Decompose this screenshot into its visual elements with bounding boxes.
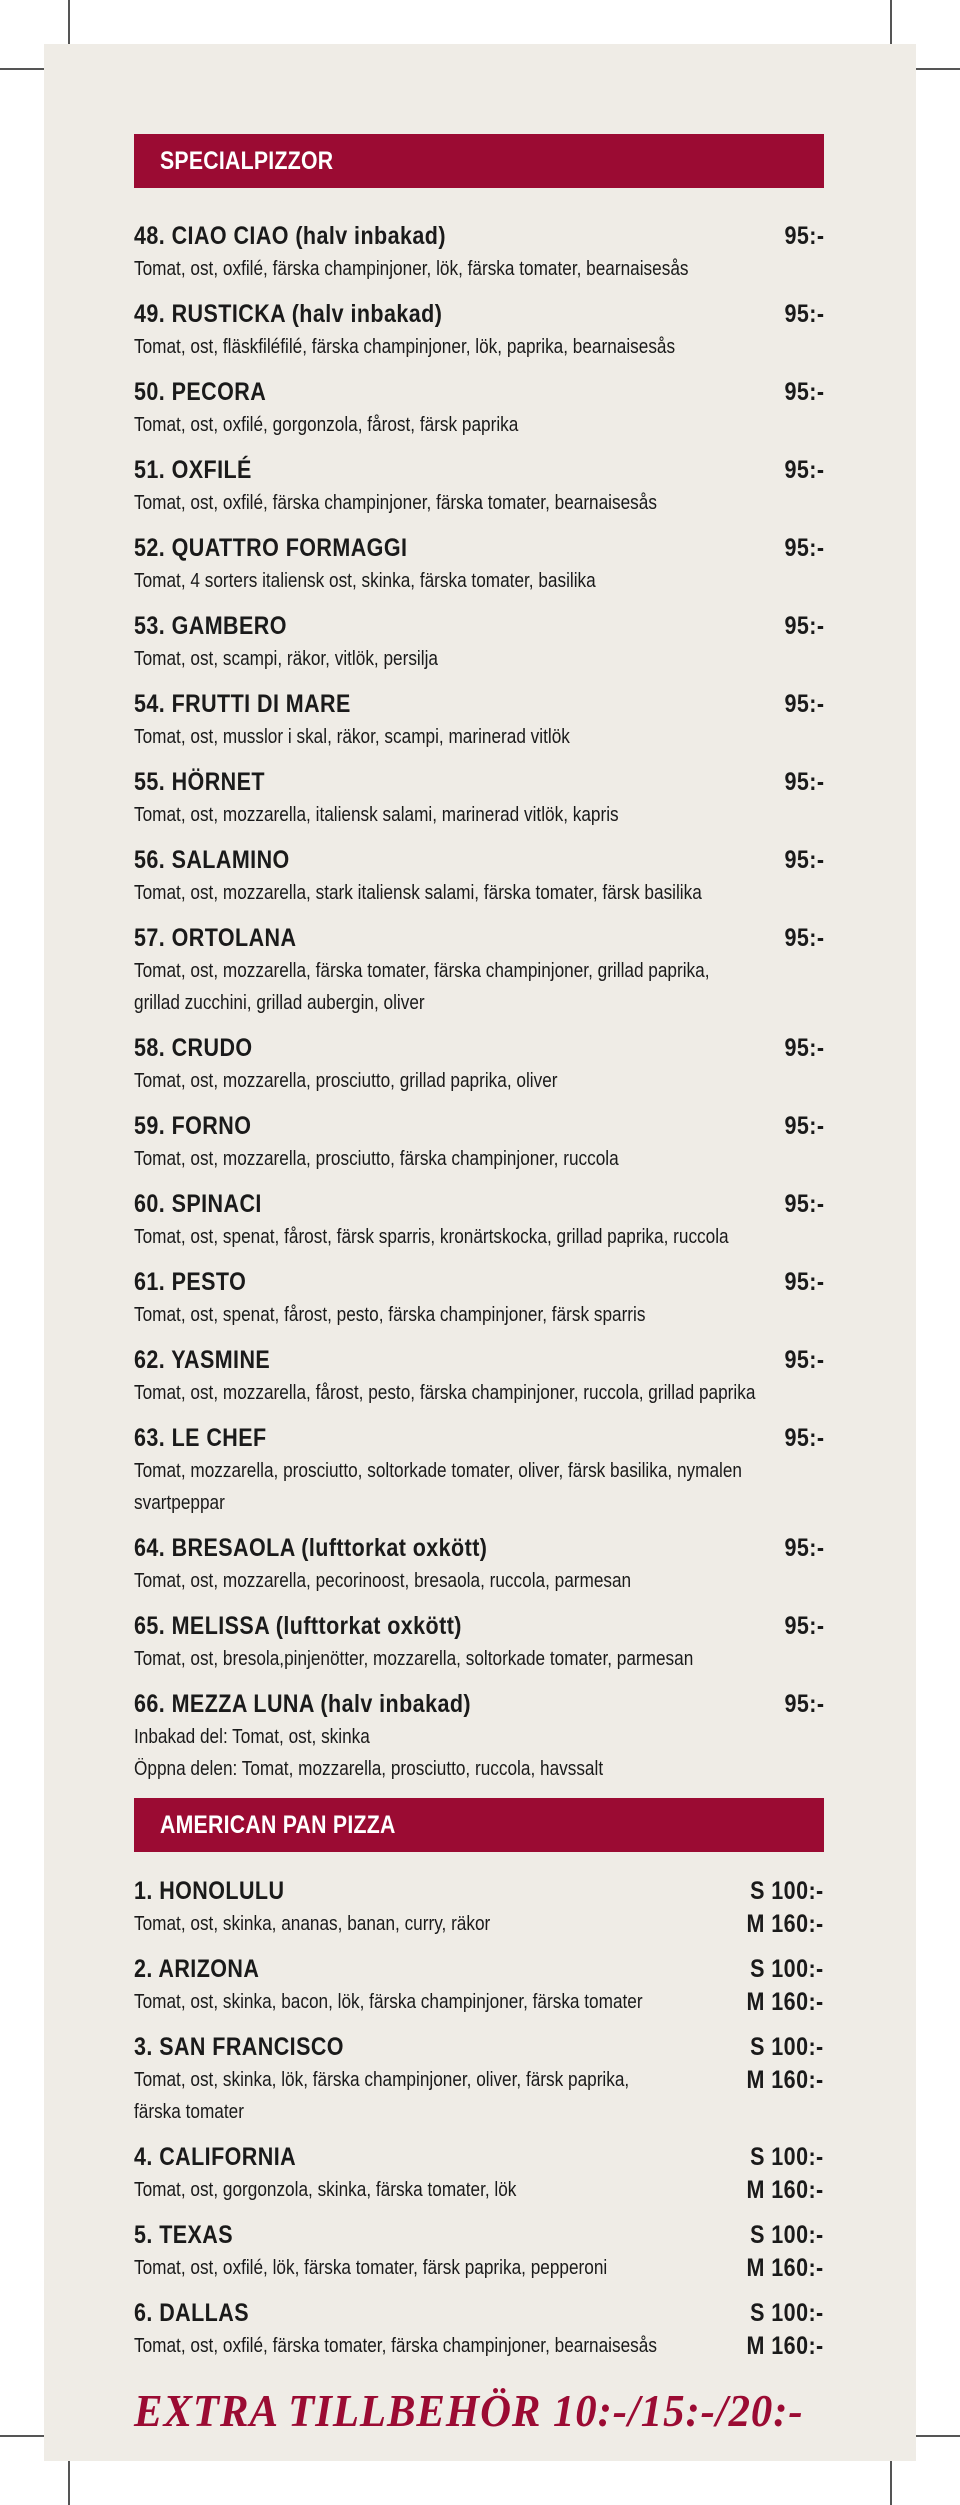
item-description: Inbakad del: Tomat, ost, skinka (134, 1726, 370, 1748)
menu-item (134, 2219, 824, 2284)
item-name: 62. YASMINE (134, 1346, 271, 1374)
menu-item-header (134, 1610, 824, 1643)
menu-item (134, 1032, 824, 1097)
item-price: 95:- (784, 222, 824, 250)
item-price: 95:- (784, 1190, 824, 1218)
menu-item-header (134, 610, 824, 643)
menu-content (134, 134, 824, 2437)
item-name: 57. ORTOLANA (134, 924, 297, 952)
item-price: 95:- (784, 1034, 824, 1062)
item-name: 55. HÖRNET (134, 768, 265, 796)
item-description: Tomat, ost, oxfilé, gorgonzola, fårost, färsk paprika (134, 414, 519, 436)
menu-item (134, 1688, 824, 1785)
item-price: 95:- (784, 300, 824, 328)
menu-item (134, 1953, 824, 2018)
item-price: 95:- (784, 846, 824, 874)
item-name: 49. RUSTICKA (halv inbakad) (134, 300, 443, 328)
menu-item (134, 688, 824, 753)
menu-item (134, 2141, 824, 2206)
menu-item (134, 298, 824, 363)
item-prices (734, 2297, 824, 2362)
menu-item-header (134, 1422, 824, 1455)
menu-item-header (134, 922, 824, 955)
pan-pizza-list (134, 1875, 824, 2362)
item-price: 95:- (784, 378, 824, 406)
menu-item-header (134, 1532, 824, 1565)
item-description: svartpeppar (134, 1492, 225, 1514)
item-description: Tomat, ost, oxfilé, färska champinjoner, lök, färska tomater, bearnaisesås (134, 258, 689, 280)
item-description: Tomat, ost, skinka, lök, färska champinjoner, oliver, färsk paprika, (134, 2069, 630, 2091)
item-description: Tomat, ost, skinka, bacon, lök, färska champinjoner, färska tomater (134, 1991, 643, 2013)
menu-item-header (134, 1266, 824, 1299)
item-price: 95:- (784, 1346, 824, 1374)
item-name: 51. OXFILÉ (134, 456, 252, 484)
item-text (134, 2141, 694, 2206)
item-text (134, 2031, 694, 2128)
section-title: AMERICAN PAN PIZZA (160, 1811, 396, 1839)
item-name: 1. HONOLULU (134, 1877, 285, 1905)
crop-mark (0, 2435, 44, 2437)
item-price: 95:- (784, 1534, 824, 1562)
item-text (134, 1875, 694, 1940)
crop-mark (68, 2461, 70, 2505)
item-name: 5. TEXAS (134, 2221, 234, 2249)
menu-item-header (134, 1344, 824, 1377)
item-text (134, 2219, 694, 2284)
item-name: 53. GAMBERO (134, 612, 287, 640)
menu-item (134, 1422, 824, 1519)
item-name: 52. QUATTRO FORMAGGI (134, 534, 408, 562)
item-description: Tomat, ost, spenat, fårost, pesto, färska champinjoner, färsk sparris (134, 1304, 646, 1326)
crop-mark (890, 0, 892, 44)
item-name: 64. BRESAOLA (lufttorkat oxkött) (134, 1534, 488, 1562)
item-description: Tomat, ost, gorgonzola, skinka, färska tomater, lök (134, 2179, 517, 2201)
item-text (134, 1953, 694, 2018)
item-price-medium: M 160:- (746, 2254, 824, 2282)
item-name: 61. PESTO (134, 1268, 247, 1296)
item-description: Tomat, ost, mozzarella, färska tomater, färska champinjoner, grillad paprika, (134, 960, 710, 982)
item-name: 48. CIAO CIAO (halv inbakad) (134, 222, 446, 250)
item-description: Tomat, ost, mozzarella, fårost, pesto, färska champinjoner, ruccola, grillad paprika (134, 1382, 756, 1404)
menu-item-header (134, 766, 824, 799)
menu-item (134, 1188, 824, 1253)
item-price: 95:- (784, 456, 824, 484)
item-description: grillad zucchini, grillad aubergin, oliver (134, 992, 425, 1014)
item-price: 95:- (784, 924, 824, 952)
item-description: Tomat, ost, oxfilé, färska champinjoner, färska tomater, bearnaisesås (134, 492, 657, 514)
item-description: Öppna delen: Tomat, mozzarella, prosciutto, ruccola, havssalt (134, 1758, 604, 1780)
item-description: Tomat, ost, fläskfiléfilé, färska champinjoner, lök, paprika, bearnaisesås (134, 336, 676, 358)
item-description: Tomat, ost, scampi, räkor, vitlök, persilja (134, 648, 438, 670)
menu-item (134, 1610, 824, 1675)
menu-item-header (134, 454, 824, 487)
special-pizza-list (134, 220, 824, 1785)
item-description: Tomat, 4 sorters italiensk ost, skinka, färska tomater, basilika (134, 570, 596, 592)
item-prices (734, 1953, 824, 2018)
menu-item (134, 1532, 824, 1597)
item-price: 95:- (784, 1112, 824, 1140)
crop-mark (916, 2435, 960, 2437)
item-price: 95:- (784, 534, 824, 562)
menu-item-header (134, 688, 824, 721)
item-price-medium: M 160:- (746, 1910, 824, 1938)
menu-item (134, 2297, 824, 2362)
item-description: Tomat, ost, oxfilé, färska tomater, färska champinjoner, bearnaisesås (134, 2335, 657, 2357)
item-prices (734, 2219, 824, 2284)
item-price: 95:- (784, 1268, 824, 1296)
item-description: Tomat, ost, mozzarella, prosciutto, grillad paprika, oliver (134, 1070, 558, 1092)
item-description: Tomat, ost, skinka, ananas, banan, curry, räkor (134, 1913, 491, 1935)
item-name: 6. DALLAS (134, 2299, 249, 2327)
item-name: 3. SAN FRANCISCO (134, 2033, 344, 2061)
crop-mark (0, 68, 44, 70)
item-description: Tomat, ost, mozzarella, pecorinoost, bresaola, ruccola, parmesan (134, 1570, 632, 1592)
menu-item (134, 454, 824, 519)
item-price: 95:- (784, 1690, 824, 1718)
menu-item-header (134, 1688, 824, 1721)
item-description: Tomat, ost, mozzarella, italiensk salami, marinerad vitlök, kapris (134, 804, 619, 826)
item-name: 63. LE CHEF (134, 1424, 267, 1452)
item-price-medium: M 160:- (746, 2176, 824, 2204)
menu-item-header (134, 220, 824, 253)
menu-item-header (134, 532, 824, 565)
item-name: 56. SALAMINO (134, 846, 290, 874)
item-description: Tomat, ost, mozzarella, stark italiensk salami, färska tomater, färsk basilika (134, 882, 702, 904)
item-name: 60. SPINACI (134, 1190, 262, 1218)
menu-item (134, 1344, 824, 1409)
item-description: Tomat, ost, mozzarella, prosciutto, färska champinjoner, ruccola (134, 1148, 619, 1170)
section-header-american (134, 1798, 824, 1852)
item-description: Tomat, ost, oxfilé, lök, färska tomater, färsk paprika, pepperoni (134, 2257, 608, 2279)
item-price: 95:- (784, 768, 824, 796)
menu-item (134, 532, 824, 597)
item-description: Tomat, ost, bresola,pinjenötter, mozzarella, soltorkade tomater, parmesan (134, 1648, 694, 1670)
item-price-small: S 100:- (750, 1877, 824, 1905)
menu-item (134, 922, 824, 1019)
menu-item (134, 1266, 824, 1331)
menu-item-header (134, 298, 824, 331)
crop-mark (890, 2461, 892, 2505)
item-price-small: S 100:- (750, 2033, 824, 2061)
menu-item (134, 844, 824, 909)
item-price-small: S 100:- (750, 2299, 824, 2327)
item-prices (734, 2141, 824, 2206)
item-prices (734, 1875, 824, 1940)
item-price-small: S 100:- (750, 2221, 824, 2249)
menu-item (134, 1875, 824, 1940)
menu-item (134, 610, 824, 675)
item-text (134, 2297, 694, 2362)
menu-item-header (134, 1188, 824, 1221)
item-name: 59. FORNO (134, 1112, 252, 1140)
menu-item (134, 2031, 824, 2128)
menu-item-header (134, 1032, 824, 1065)
item-name: 50. PECORA (134, 378, 267, 406)
item-price-small: S 100:- (750, 2143, 824, 2171)
item-name: 54. FRUTTI DI MARE (134, 690, 351, 718)
item-price-medium: M 160:- (746, 2066, 824, 2094)
item-name: 58. CRUDO (134, 1034, 253, 1062)
item-price: 95:- (784, 1612, 824, 1640)
item-price-medium: M 160:- (746, 1988, 824, 2016)
menu-item-header (134, 376, 824, 409)
item-description: Tomat, mozzarella, prosciutto, soltorkade tomater, oliver, färsk basilika, nymalen (134, 1460, 742, 1482)
section-header-special (134, 134, 824, 188)
menu-item (134, 766, 824, 831)
section-title: SPECIALPIZZOR (160, 147, 334, 175)
item-price: 95:- (784, 612, 824, 640)
menu-item-header (134, 1110, 824, 1143)
menu-item (134, 220, 824, 285)
extra-toppings-note: EXTRA TILLBEHÖR 10:-/15:-/20:- (134, 2385, 804, 2436)
item-price-small: S 100:- (750, 1955, 824, 1983)
item-description: färska tomater (134, 2101, 244, 2123)
menu-item-header (134, 844, 824, 877)
item-price-medium: M 160:- (746, 2332, 824, 2360)
item-name: 4. CALIFORNIA (134, 2143, 297, 2171)
item-name: 66. MEZZA LUNA (halv inbakad) (134, 1690, 471, 1718)
item-name: 65. MELISSA (lufttorkat oxkött) (134, 1612, 462, 1640)
crop-mark (916, 68, 960, 70)
item-price: 95:- (784, 1424, 824, 1452)
item-prices (734, 2031, 824, 2128)
item-description: Tomat, ost, musslor i skal, räkor, scampi, marinerad vitlök (134, 726, 570, 748)
item-description: Tomat, ost, spenat, fårost, färsk sparris, kronärtskocka, grillad paprika, ruccola (134, 1226, 729, 1248)
crop-mark (68, 0, 70, 44)
menu-item (134, 1110, 824, 1175)
item-price: 95:- (784, 690, 824, 718)
menu-item (134, 376, 824, 441)
item-name: 2. ARIZONA (134, 1955, 260, 1983)
